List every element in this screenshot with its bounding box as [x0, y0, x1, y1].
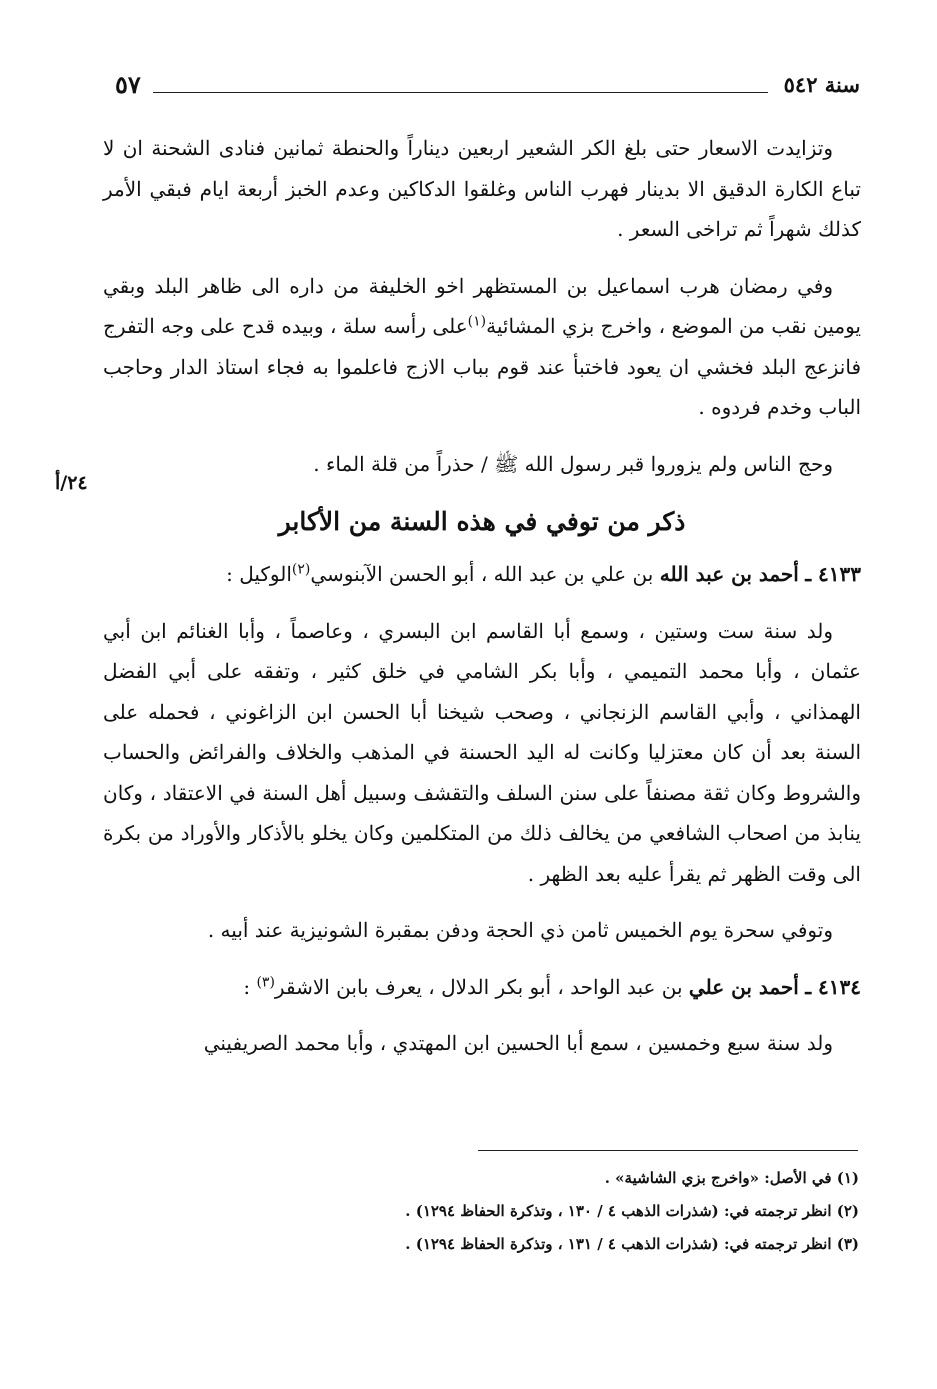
entry-lineage: بن علي بن عبد الله ، أبو الحسن الآبنوسي: [310, 562, 660, 586]
footnote-1: (١) في الأصل: «واخرج بزي الشاشية» .: [604, 1169, 859, 1187]
footnote-ref-3[interactable]: (٣): [256, 973, 275, 990]
entry-name: أحمد بن علي: [688, 974, 799, 999]
footnotes: [299, 1162, 859, 1261]
running-header: [115, 68, 860, 108]
footnote-2: (٢) انظر ترجمته في: (شذرات الذهب ٤ / ١٣٠ ، وتذكرة الحفاظ ١٢٩٤) .: [405, 1202, 859, 1220]
paragraph-biography: ولد سنة ست وستين ، وسمع أبا القاسم ابن البسري ، وعاصماً ، وأبا الغنائم ابن أبي عثمان ، وأبا محمد التميمي ، وأبا بكر الشامي في خلق كثير ، وتفقه على أبي الفضل الهمذاني ، وأبي القاسم الزنجاني ، وصحب شيخنا أبا الحسن ابن الزاغوني ، فحمله على السنة بعد أن كان معتزليا وكانت له اليد الحسنة في المذهب والخلاف والفرائض والحساب والشروط وكان ثقة مصنفاً على سنن السلف والتقشف وسبيل أهل السنة في الاعتقاد ، وكان ينابذ من اصحاب الشافعي من يخالف ذلك من المتكلمين وكان يخلو بالأذكار والأوراد من بكرة الى وقت الظهر ثم يقرأ عليه بعد الظهر .: [103, 618, 862, 886]
main-text: [103, 128, 861, 1080]
paragraph-prices: وتزايدت الاسعار حتى بلغ الكر الشعير اربعين ديناراً والحنطة ثمانين فنادى الشحنة ان لا تباع الكارة الدقيق الا بدينار فهرب الناس وغلقوا الدكاكين وعدم الخبز أربعة ايام فبقي الأمر كذلك شهراً ثم تراخى السعر .: [103, 136, 862, 241]
page-number: ٥٧: [115, 70, 141, 99]
footnote-ref-1[interactable]: (١): [467, 313, 487, 330]
section-heading: ذكر من توفي في هذه السنة من الأكابر: [278, 507, 686, 536]
paragraph-hajj: وحج الناس ولم يزوروا قبر رسول الله ﷺ / حذراً من قلة الماء .: [313, 451, 833, 476]
entry-suffix: :: [243, 974, 257, 999]
entry-4133-title: [103, 554, 861, 595]
paragraph-birth: ولد سنة سبع وخمسين ، سمع أبا الحسين ابن المهتدي ، وأبا محمد الصريفيني: [203, 1031, 833, 1055]
entry-name: أحمد بن عبد الله: [659, 562, 799, 586]
entry-lineage: بن عبد الواحد ، أبو بكر الدلال ، يعرف بابن الاشقر: [274, 974, 689, 999]
header-rule: [153, 92, 768, 93]
paragraph-death: وتوفي سحرة يوم الخميس ثامن ذي الحجة ودفن بمقبرة الشونيزية عند أبيه .: [207, 918, 833, 942]
entry-number: ٤١٣٣ ـ: [805, 562, 861, 586]
paragraph-ramadan-part1: وفي رمضان هرب اسماعيل بن المستظهر اخو الخليفة من داره الى ظاهر البلد وبقي يومين نقب من الموضع ، واخرج بزي المشائية: [103, 273, 862, 338]
entry-number: ٤١٣٤ ـ: [805, 974, 861, 999]
footnote-3: (٣) انظر ترجمته في: (شذرات الذهب ٤ / ١٣١ ، وتذكرة الحفاظ ١٢٩٤) .: [405, 1235, 859, 1253]
footnote-ref-2[interactable]: (٢): [291, 561, 311, 578]
entry-suffix: الوكيل :: [226, 562, 292, 586]
paragraph-ramadan: [103, 266, 861, 428]
year-label: سنة ٥٤٢: [783, 72, 860, 97]
footnote-rule: [478, 1150, 858, 1151]
paragraph-ramadan-part2: على رأسه سلة ، وبيده قدح على وجه التفرج فانزعج البلد فخشي ان يعود فاختبأ عند قوم بباب الازج فاعلموا به فجاء استاذ الدار وحاجب الباب وخدم فردوه .: [103, 314, 861, 419]
entry-4134-title: [103, 967, 861, 1008]
manuscript-folio-note: ٢٤/أ: [55, 472, 88, 494]
